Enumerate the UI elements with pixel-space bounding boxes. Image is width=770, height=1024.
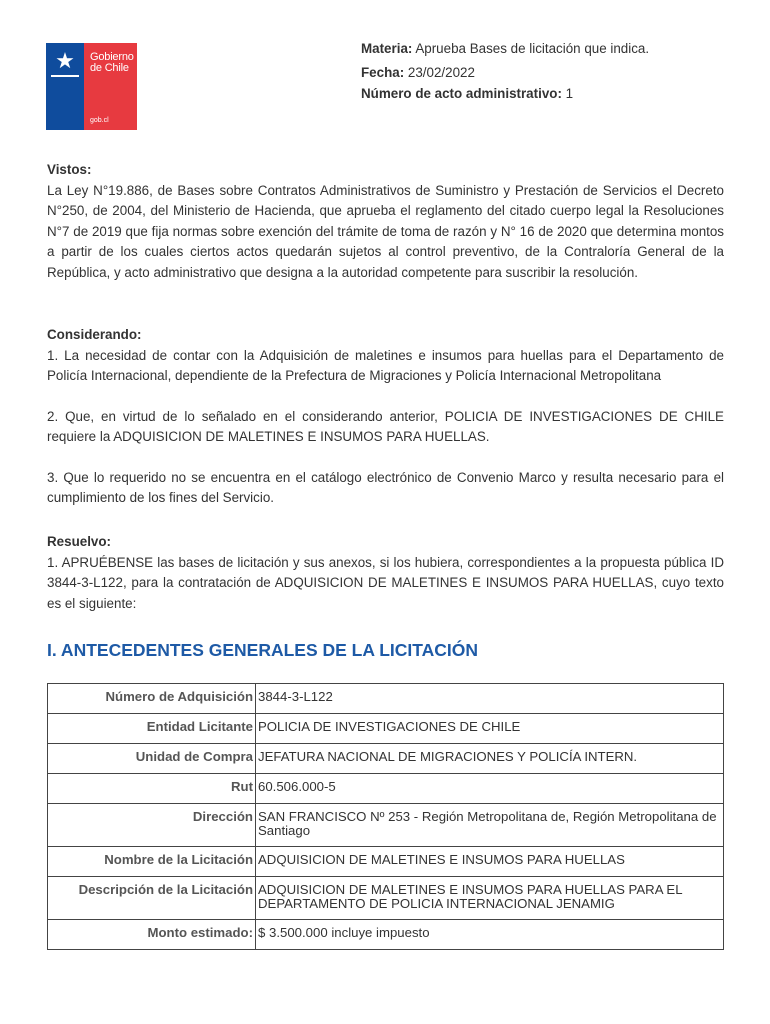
- logo-line-2: de Chile: [90, 62, 129, 74]
- row-label: Número de Adquisición: [48, 684, 256, 714]
- acto-row: [361, 83, 649, 104]
- row-value: 3844-3-L122: [256, 684, 724, 714]
- considerando-paragraph-3: 3. Que lo requerido no se encuentra en el catálogo electrónico de Convenio Marco y resulta necesario para el cumplimiento de los fines del Servicio.: [47, 469, 724, 505]
- row-value: POLICIA DE INVESTIGACIONES DE CHILE: [256, 714, 724, 744]
- table-row: [48, 847, 724, 877]
- vistos-text: La Ley N°19.886, de Bases sobre Contratos Administrativos de Suministro y Prestación de Servicios el Decreto N°250, de 2004, del Ministerio de Hacienda, que aprueba el reglamento del citado cuerpo legal la Resoluciones N°7 de 2019 que fija normas sobre exención del trámite de toma de razón y N° 16 de 2020 que determina montos a partir de los cuales ciertos actos quedarán sujetos al control preventivo, de la Contraloría General de la República, y acto administrativo que designa a la autoridad competente para suscribir la resolución.: [47, 182, 724, 280]
- materia-value: Aprueba Bases de licitación que indica.: [415, 41, 650, 56]
- gobierno-de-chile-logo: [46, 43, 137, 130]
- logo-blue-panel: [46, 43, 84, 130]
- row-value: SAN FRANCISCO Nº 253 - Región Metropolitana de, Región Metropolitana de Santiago: [256, 804, 724, 847]
- table-row: [48, 920, 724, 950]
- table-row: [48, 877, 724, 920]
- acto-label: Número de acto administrativo:: [361, 86, 562, 101]
- table-row: [48, 774, 724, 804]
- logo-divider: [51, 75, 79, 77]
- vistos-section: [47, 160, 724, 283]
- row-label: Unidad de Compra: [48, 744, 256, 774]
- row-label: Nombre de la Licitación: [48, 847, 256, 877]
- materia-row: [361, 38, 649, 59]
- logo-domain: gob.cl: [90, 117, 109, 124]
- section-title: I. ANTECEDENTES GENERALES DE LA LICITACIÓN: [47, 640, 479, 660]
- acto-value: 1: [565, 86, 574, 101]
- resuelvo-paragraph-1: 1. APRUÉBENSE las bases de licitación y sus anexos, si los hubiera, correspondientes a la propuesta pública ID 3844-3-L122, para la contratación de ADQUISICION DE MALETINES E INSUMOS PARA HUELLAS, cuyo texto es el siguiente:: [47, 554, 724, 611]
- fecha-value: 23/02/2022: [407, 65, 475, 80]
- materia-label: Materia:: [361, 41, 413, 56]
- row-value: 60.506.000-5: [256, 774, 724, 804]
- fecha-row: [361, 62, 649, 83]
- considerando-section: [47, 325, 724, 509]
- document-meta: [361, 38, 649, 104]
- considerando-paragraph-1: 1. La necesidad de contar con la Adquisición de maletines e insumos para huellas para el Departamento de Policía Internacional, dependiente de la Prefectura de Migraciones y Policía Internacional Metropolitana: [47, 347, 724, 383]
- vistos-heading: Vistos:: [47, 162, 92, 177]
- table-row: [48, 744, 724, 774]
- considerando-heading: Considerando:: [47, 327, 142, 342]
- row-value: JEFATURA NACIONAL DE MIGRACIONES Y POLICÍA INTERN.: [256, 744, 724, 774]
- row-label: Entidad Licitante: [48, 714, 256, 744]
- table-row: [48, 714, 724, 744]
- logo-text: [90, 52, 136, 74]
- row-label: Descripción de la Licitación: [48, 877, 256, 920]
- row-value: ADQUISICION DE MALETINES E INSUMOS PARA HUELLAS: [256, 847, 724, 877]
- antecedentes-table: [47, 683, 724, 950]
- star-icon: ★: [55, 48, 75, 73]
- considerando-paragraph-2: 2. Que, en virtud de lo señalado en el considerando anterior, POLICIA DE INVESTIGACIONES DE CHILE requiere la ADQUISICION DE MALETINES E INSUMOS PARA HUELLAS.: [47, 408, 724, 444]
- resuelvo-heading: Resuelvo:: [47, 534, 111, 549]
- row-label: Rut: [48, 774, 256, 804]
- row-value: $ 3.500.000 incluye impuesto: [256, 920, 724, 950]
- resuelvo-section: [47, 532, 724, 614]
- fecha-label: Fecha:: [361, 65, 405, 80]
- table-row: [48, 804, 724, 847]
- logo-line-1: Gobierno: [90, 51, 134, 63]
- row-label: Monto estimado:: [48, 920, 256, 950]
- row-value: ADQUISICION DE MALETINES E INSUMOS PARA HUELLAS PARA EL DEPARTAMENTO DE POLICIA INTERNACIONAL JENAMIG: [256, 877, 724, 920]
- table-row: [48, 684, 724, 714]
- row-label: Dirección: [48, 804, 256, 847]
